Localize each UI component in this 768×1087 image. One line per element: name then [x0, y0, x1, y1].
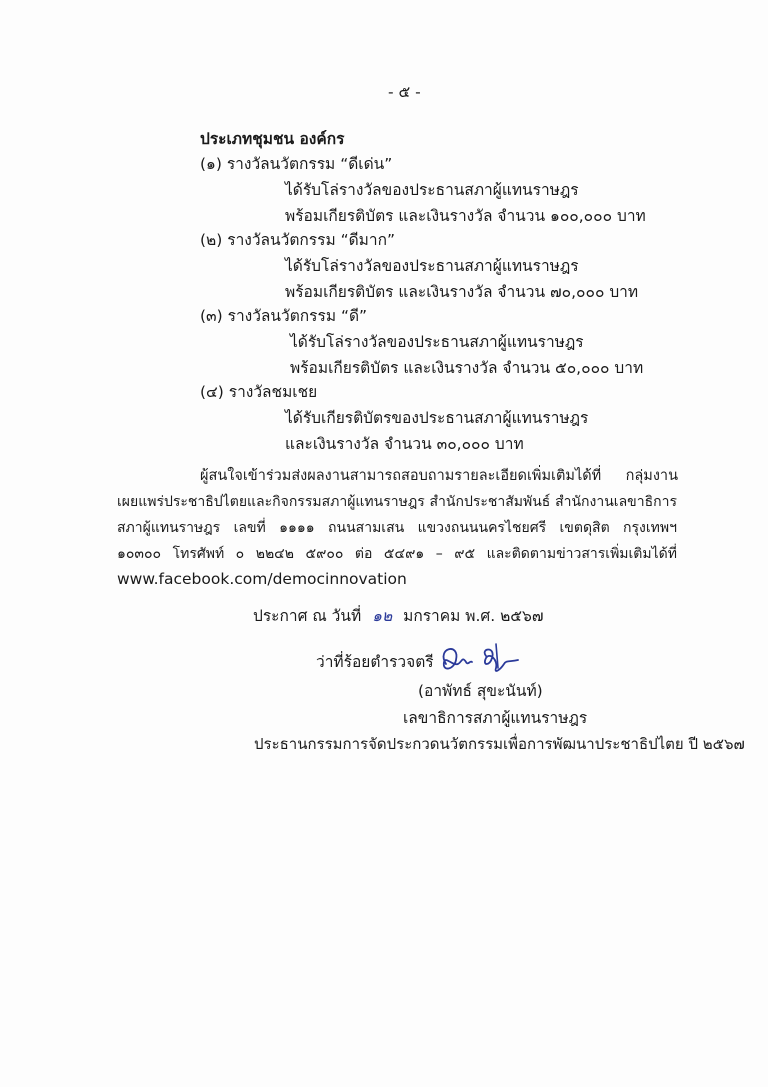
award-title: (๓) รางวัลนวัตกรรม “ดี” — [200, 307, 368, 325]
award-line: ได้รับเกียรติบัตรของประธานสภาผู้แทนราษฎร — [285, 409, 589, 427]
award-line: พร้อมเกียรติบัตร และเงินรางวัล จำนวน ๕๐,๐๐๐ บาท — [290, 359, 644, 377]
announcement-day: ๑๒ — [372, 607, 393, 625]
signer-name: (อาพัทธ์ สุขะนันท์) — [418, 682, 543, 700]
announcement-prefix: ประกาศ ณ วันที่ — [253, 607, 362, 625]
award-title: (๑) รางวัลนวัตกรรม “ดีเด่น” — [200, 155, 393, 173]
contact-line: ๑๐๓๐๐ โทรศัพท์ ๐ ๒๒๔๒ ๕๙๐๐ ต่อ ๕๔๙๑ – ๙๕ และติดตามข่าวสารเพิ่มเติมได้ที่ — [117, 546, 677, 562]
award-line: พร้อมเกียรติบัตร และเงินรางวัล จำนวน ๗๐,๐๐๐ บาท — [285, 283, 639, 301]
contact-line: ผู้สนใจเข้าร่วมส่งผลงานสามารถสอบถามรายละเอียดเพิ่มเติมได้ที่ กลุ่มงาน — [200, 468, 678, 484]
award-line: ได้รับโล่รางวัลของประธานสภาผู้แทนราษฎร — [285, 257, 579, 275]
award-line: และเงินรางวัล จำนวน ๓๐,๐๐๐ บาท — [285, 435, 524, 453]
signer-rank: ว่าที่ร้อยตำรวจตรี — [316, 653, 434, 671]
award-title: (๔) รางวัลชมเชย — [200, 383, 318, 401]
award-title: (๒) รางวัลนวัตกรรม “ดีมาก” — [200, 231, 396, 249]
award-line: ได้รับโล่รางวัลของประธานสภาผู้แทนราษฎร — [290, 333, 584, 351]
contact-line: เผยแพร่ประชาธิปไตยและกิจกรรมสภาผู้แทนราษฎร สำนักประชาสัมพันธ์ สำนักงานเลขาธิการ — [117, 494, 677, 510]
award-line: ได้รับโล่รางวัลของประธานสภาผู้แทนราษฎร — [285, 181, 579, 199]
award-line: พร้อมเกียรติบัตร และเงินรางวัล จำนวน ๑๐๐,๐๐๐ บาท — [285, 207, 646, 225]
contact-line: สภาผู้แทนราษฎร เลขที่ ๑๑๑๑ ถนนสามเสน แขวงถนนนครไชยศรี เขตดุสิต กรุงเทพฯ — [117, 520, 677, 536]
handwritten-signature — [432, 640, 522, 682]
signer-position: เลขาธิการสภาผู้แทนราษฎร — [403, 709, 588, 727]
section-heading: ประเภทชุมชน องค์กร — [200, 130, 345, 148]
contact-url: www.facebook.com/democinnovation — [117, 570, 407, 588]
signer-position: ประธานกรรมการจัดประกวดนวัตกรรมเพื่อการพัฒนาประชาธิปไตย ปี ๒๕๖๗ — [254, 735, 745, 753]
announcement-date — [253, 606, 544, 626]
page-number: - ๕ - — [388, 83, 421, 101]
announcement-month-year: มกราคม พ.ศ. ๒๕๖๗ — [403, 607, 544, 625]
